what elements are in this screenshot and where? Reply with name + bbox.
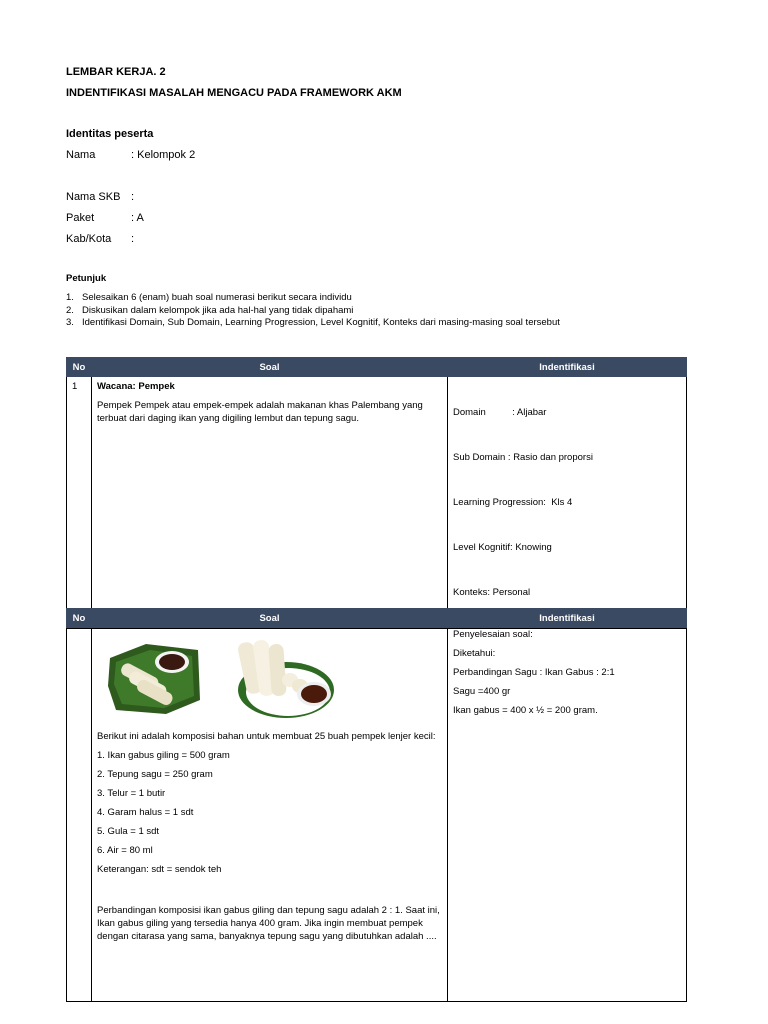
header-no: No [67, 358, 92, 377]
list-item [66, 317, 560, 330]
instructions-list [66, 292, 560, 330]
row-number [67, 628, 92, 1002]
ingredient-4: 4. Garam halus = 1 sdt [97, 807, 194, 818]
ingredient-2: 2. Tepung sagu = 250 gram [97, 769, 213, 780]
list-item-number: 3. [66, 317, 74, 328]
worksheet-title: LEMBAR KERJA. 2 [66, 66, 166, 78]
ident-subdomain: Sub Domain : Rasio dan proporsi [453, 452, 593, 463]
list-item-number: 1. [66, 292, 74, 303]
table-row [67, 377, 687, 629]
ingredient-5: 5. Gula = 1 sdt [97, 826, 160, 837]
list-item-number: 2. [66, 304, 74, 316]
ident-context: Konteks: Personal [453, 587, 531, 598]
ident-domain: Domain : Aljabar [453, 407, 547, 418]
list-item [66, 305, 560, 318]
ident-line: Ikan gabus = 400 x ½ = 200 gram. [453, 705, 598, 716]
field-kabkota-label: Kab/Kota [66, 233, 112, 245]
instructions-heading: Petunjuk [66, 273, 107, 284]
ident-line: Sagu =400 gr [453, 686, 511, 697]
list-item-text: Diskusikan dalam kelompok jika ada hal-hal yang tidak dipahami [82, 304, 354, 316]
ingredients-note: Keterangan: sdt = sendok teh [97, 864, 222, 875]
header-identifikasi: Indentifikasi [448, 358, 687, 377]
list-item-text: Selesaikan 6 (enam) buah soal numerasi berikut secara individu [82, 292, 352, 303]
ident-line: Perbandingan Sagu : Ikan Gabus : 2:1 [453, 667, 615, 678]
identification-cell [448, 628, 687, 1002]
question-text: Perbandingan komposisi ikan gabus giling dan tepung sagu adalah 2 : 1. Saat ini, Ikan gabus giling yang tersedia hanya 400 gram. Jika ingin membuat pempek dengan citarasa yang sama, banyaknya tepung sagu yang dibutuhkan adalah .... [97, 905, 440, 942]
ingredients-intro: Berikut ini adalah komposisi bahan untuk membuat 25 buah pempek lenjer kecil: [97, 731, 436, 742]
header-soal: Soal [92, 609, 448, 628]
field-name-value: : Kelompok 2 [131, 149, 196, 161]
pempek-photo-2 [230, 634, 336, 722]
list-item [66, 292, 560, 305]
identification-cell [448, 377, 687, 629]
field-skb-label: Nama SKB [66, 191, 121, 203]
ingredient-6: 6. Air = 80 ml [97, 845, 153, 856]
ident-line: Diketahui: [453, 648, 496, 659]
worksheet-subtitle: INDENTIFIKASI MASALAH MENGACU PADA FRAMEWORK AKM [66, 87, 402, 99]
ident-cognitive: Level Kognitif: Knowing [453, 542, 552, 553]
wacana-text: Pempek Pempek atau empek-empek adalah makanan khas Palembang yang terbuat dari daging ikan yang digiling lembut dan tepung sagu. [97, 400, 423, 424]
field-name-label: Nama [66, 149, 96, 161]
ident-line: Penyelesaian soal: [453, 629, 533, 640]
pempek-photo-1 [106, 640, 202, 716]
worksheet-table-1 [66, 357, 687, 629]
question-cell [92, 377, 448, 629]
ingredient-1: 1. Ikan gabus giling = 500 gram [97, 750, 230, 761]
list-item-text: Identifikasi Domain, Sub Domain, Learning Progression, Level Kognitif, Konteks dari masing-masing soal tersebut [82, 317, 560, 328]
ingredient-3: 3. Telur = 1 butir [97, 788, 166, 799]
field-paket-label: Paket [66, 212, 95, 224]
field-kabkota-value: : [131, 233, 135, 245]
header-soal: Soal [92, 358, 448, 377]
ident-progression: Learning Progression: Kls 4 [453, 497, 573, 508]
row-number: 1 [67, 377, 92, 629]
field-skb-value: : [131, 191, 135, 203]
header-no: No [67, 609, 92, 628]
wacana-title: Wacana: Pempek [97, 381, 175, 392]
field-paket-value: : A [131, 212, 144, 224]
header-identifikasi: Indentifikasi [448, 609, 687, 628]
identity-heading: Identitas peserta [66, 128, 154, 140]
